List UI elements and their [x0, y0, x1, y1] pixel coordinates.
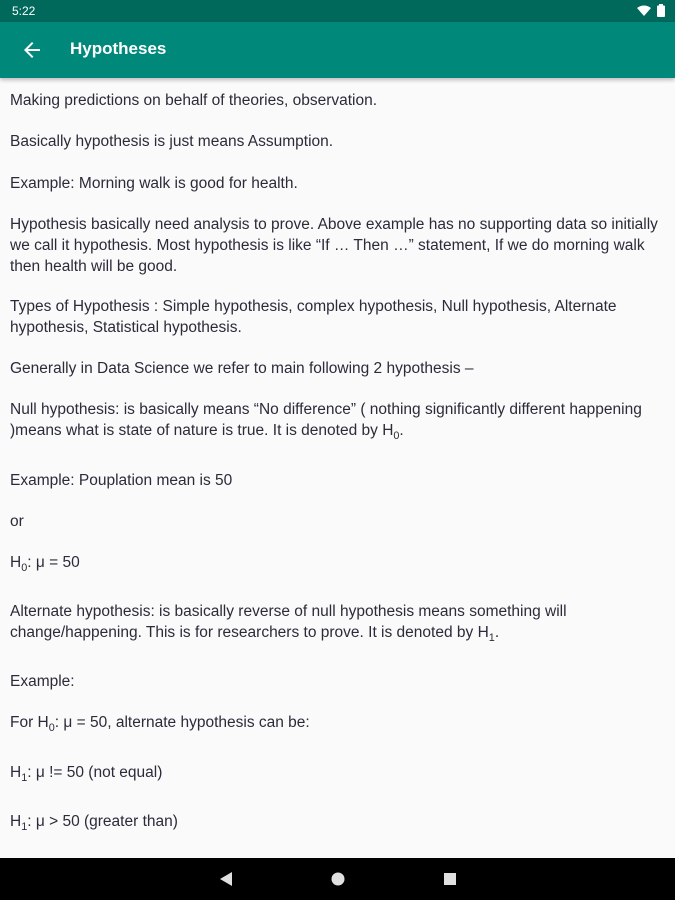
- paragraph: Making predictions on behalf of theories, observation.: [10, 92, 378, 109]
- page-title: Hypotheses: [70, 39, 167, 58]
- paragraph: Example: Morning walk is good for health.: [10, 175, 298, 192]
- paragraph: or: [10, 513, 24, 530]
- paragraph: Types of Hypothesis : Simple hypothesis, complex hypothesis, Null hypothesis, Alternate hypothesis, Statistical hypothesis.: [10, 298, 617, 336]
- formula-h1-greater: $H_1$: μ > 50 (greater than): [10, 813, 178, 833]
- app-bar: [0, 22, 675, 78]
- nav-home-icon[interactable]: [331, 871, 345, 887]
- paragraph: Basically hypothesis is just means Assumption.: [10, 133, 334, 150]
- nav-recents-icon[interactable]: [443, 871, 457, 887]
- status-icons: [637, 4, 665, 17]
- paragraph: Example: Pouplation mean is 50: [10, 472, 233, 489]
- status-bar: [0, 0, 675, 22]
- paragraph: Example:: [10, 673, 75, 690]
- formula-h1-not-equal: $H_1$: μ != 50 (not equal): [10, 764, 163, 784]
- back-arrow-icon[interactable]: [20, 38, 44, 62]
- nav-back-icon[interactable]: [219, 871, 233, 887]
- paragraph-example-h0: For $H_0$: μ = 50, alternate hypothesis can be:: [10, 714, 310, 734]
- paragraph: Generally in Data Science we refer to main following 2 hypothesis –: [10, 360, 474, 377]
- paragraph-null-hypothesis: Null hypothesis: is basically means “No difference” ( nothing significantly different happening )means what is state of nature is true. It is denoted by $H_0$.: [10, 401, 642, 442]
- paragraph: Hypothesis basically need analysis to prove. Above example has no supporting data so initially we call it hypothesis. Most hypothesis is like “If … Then …” statement, If we do morning walk then health will be good.: [10, 216, 658, 275]
- formula-h0: $H_0$: μ = 50: [10, 554, 80, 574]
- paragraph-alternate-hypothesis: Alternate hypothesis: is basically reverse of null hypothesis means something will change/happening. This is for researchers to prove. It is denoted by $H_1$.: [10, 603, 567, 644]
- article-content: [0, 78, 675, 858]
- status-time: 5:22: [12, 4, 36, 18]
- battery-icon: [657, 4, 665, 17]
- wifi-icon: [637, 5, 651, 17]
- navigation-bar: [0, 858, 675, 900]
